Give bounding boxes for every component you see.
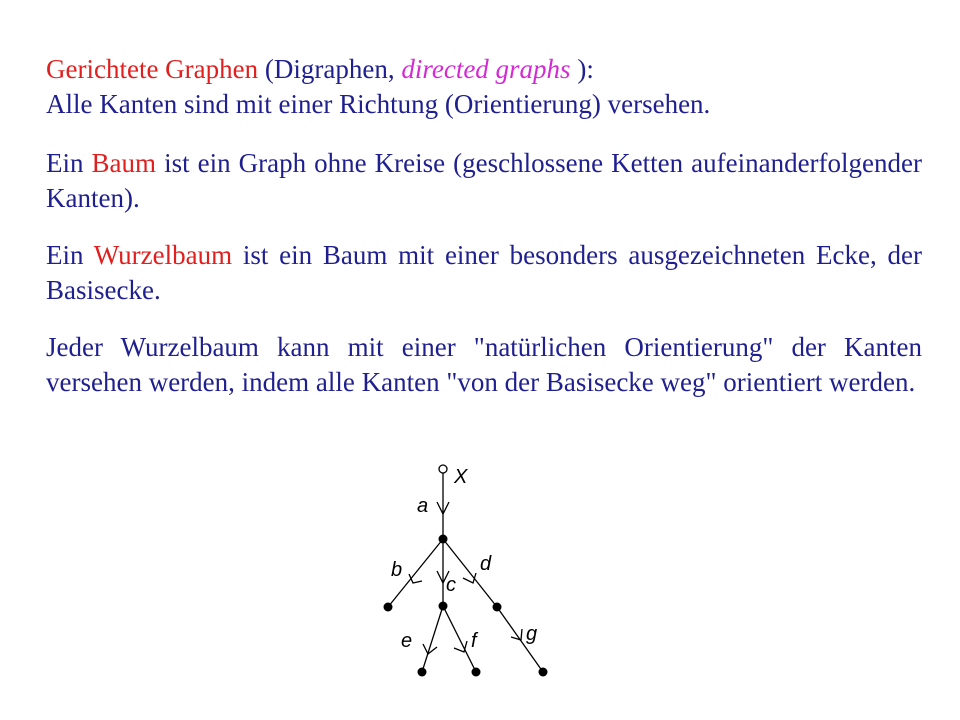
root-node (439, 465, 447, 473)
label-b: b (391, 559, 403, 581)
label-root: X (454, 466, 468, 488)
node-leaf-e (418, 668, 427, 677)
rooted-tree-before: Ein (46, 240, 94, 270)
label-a: a (417, 495, 429, 517)
paragraph-rooted-tree (46, 238, 922, 308)
node-leaf-f (472, 668, 481, 677)
label-e: e (401, 630, 413, 652)
node-leaf-g (539, 668, 548, 677)
arrow-f (454, 641, 467, 652)
edge-e (422, 606, 443, 672)
node-inner (439, 535, 448, 544)
english-term: directed graphs (401, 54, 571, 84)
tree-before: Ein (46, 148, 92, 178)
label-f: f (471, 630, 477, 652)
term-rooted-tree: Wurzelbaum (93, 240, 233, 270)
label-c: c (446, 574, 456, 596)
paren-open: (Digraphen, (258, 54, 402, 84)
term-tree: Baum (91, 148, 157, 178)
orientation-text: Jeder Wurzelbaum kann mit einer "natürlichen Orientierung" der Kanten versehen werden, indem alle Kanten "von der Basisecke weg" orientiert werden. (46, 332, 922, 397)
label-d: d (480, 553, 492, 575)
rooted-tree-definition: ist ein Baum mit einer besonders ausgezeichneten Ecke, der Basisecke. (46, 240, 923, 305)
rooted-tree-diagram (370, 450, 570, 690)
paren-close: ): (570, 54, 594, 84)
arrow-b (409, 574, 422, 583)
directed-graphs-definition: Alle Kanten sind mit einer Richtung (Orientierung) versehen. (46, 89, 711, 119)
paragraph-directed-graphs (46, 52, 922, 122)
node-leaf-b (384, 603, 393, 612)
tree-definition: ist ein Graph ohne Kreise (geschlossene Ketten aufeinanderfolgender Kanten). (46, 148, 922, 213)
paragraph-tree (46, 146, 922, 216)
paragraph-orientation (46, 330, 922, 400)
node-d (493, 603, 502, 612)
label-g: g (526, 623, 538, 645)
arrow-d (463, 573, 476, 583)
node-c (439, 602, 448, 611)
term-directed-graphs: Gerichtete Graphen (46, 54, 259, 84)
